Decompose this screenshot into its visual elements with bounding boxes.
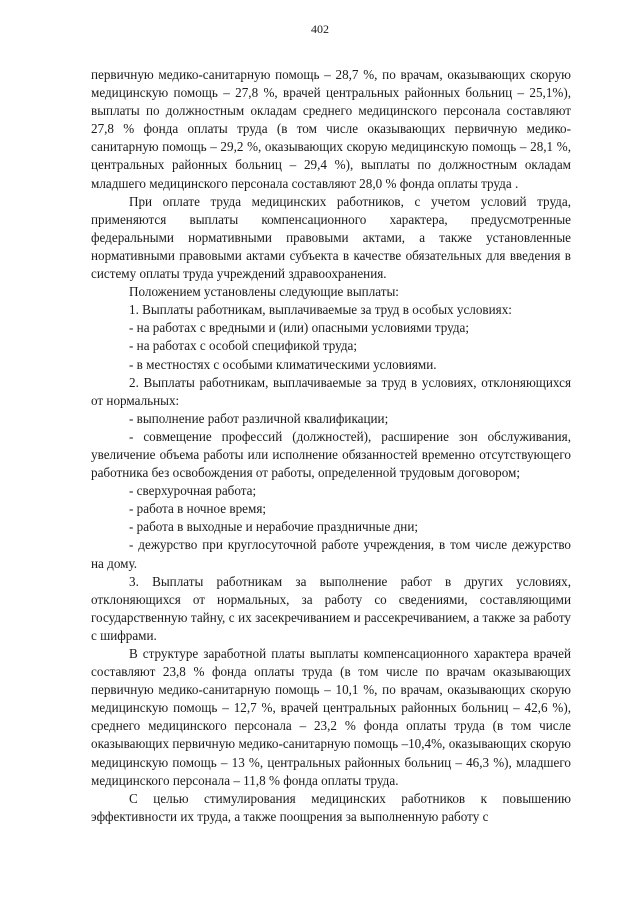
list-heading-special-conditions: 1. Выплаты работникам, выплачиваемые за труд в особых условиях: — [129, 302, 512, 318]
list-item: - работа в выходные и нерабочие праздничные дни; — [129, 519, 419, 535]
paragraph-stimulation: С целью стимулирования медицинских работников к повышению эффективности их труда, а также поощрения за выполненную работу с — [91, 790, 571, 824]
list-item: - выполнение работ различной квалификации; — [129, 410, 389, 426]
list-item: - сверхурочная работа; — [129, 483, 257, 499]
paragraph-compensation-intro: При оплате труда медицинских работников, с учетом условий труда, применяются выплаты компенсационного характера, предусмотренные федеральными нормативными правовыми актами, а также установленные нормативными правовыми актами субъекта в качестве обязательных для введения в систему оплаты труда учреждений здравоохранения. — [91, 193, 571, 282]
list-heading-other-conditions: 3. Выплаты работникам за выполнение работ в других условиях, отклоняющихся от нормальных, за работу со сведениями, составляющими государственную тайну, с их засекречиванием и рассекречиванием, а также за работу с шифрами. — [91, 573, 571, 643]
list-item: - на работах с особой спецификой труда; — [129, 338, 358, 354]
document-body — [91, 66, 571, 826]
paragraph-continuation: первичную медико-санитарную помощь – 28,7 %, по врачам, оказывающих скорую медицинскую помощь – 27,8 %, врачей центральных районных больниц – 25,1%), выплаты по должностным окладам среднего медицинского персонала составляют 27,8 % фонда оплаты труда (в том числе оказывающих первичную медико-санитарную помощь – 29,2 %, оказывающих скорую медицинскую помощь – 28,1 %, центральных районных больниц – 29,4 %), выплаты по должностным окладам младшего медицинского персонала составляют 28,0 % фонда оплаты труда . — [91, 67, 571, 191]
list-item: - совмещение профессий (должностей), расширение зон обслуживания, увеличение объема работы или исполнение обязанностей временно отсутствующего работника без освобождения от работы, определенной трудовым договором; — [91, 428, 571, 481]
list-heading-deviating-conditions: 2. Выплаты работникам, выплачиваемые за труд в условиях, отклоняющихся от нормальных: — [91, 374, 571, 408]
list-item: - работа в ночное время; — [129, 501, 267, 517]
list-item: - в местностях с особыми климатическими условиями. — [129, 356, 437, 372]
paragraph-compensation-structure: В структуре заработной платы выплаты компенсационного характера врачей составляют 23,8 % фонда оплаты труда (в том числе по врачам оказывающих первичную медико-санитарную помощь – 10,1 %, по врачам, оказывающих скорую медицинскую помощь – 12,7 %, врачей центральных районных больниц – 42,6 %), среднего медицинского персонала – 23,2 % фонда оплаты труда (в том числе оказывающих первичную медико-санитарную помощь –10,4%, оказывающих скорую медицинскую помощь – 13 %, центральных районных больниц – 46,3 %), младшего медицинского персонала – 11,8 % фонда оплаты труда. — [91, 646, 571, 788]
list-item: - на работах с вредными и (или) опасными условиями труда; — [129, 320, 470, 336]
paragraph-provisions: Положением установлены следующие выплаты: — [129, 284, 399, 300]
page-number: 402 — [311, 22, 329, 36]
list-item: - дежурство при круглосуточной работе учреждения, в том числе дежурство на дому. — [91, 537, 571, 571]
